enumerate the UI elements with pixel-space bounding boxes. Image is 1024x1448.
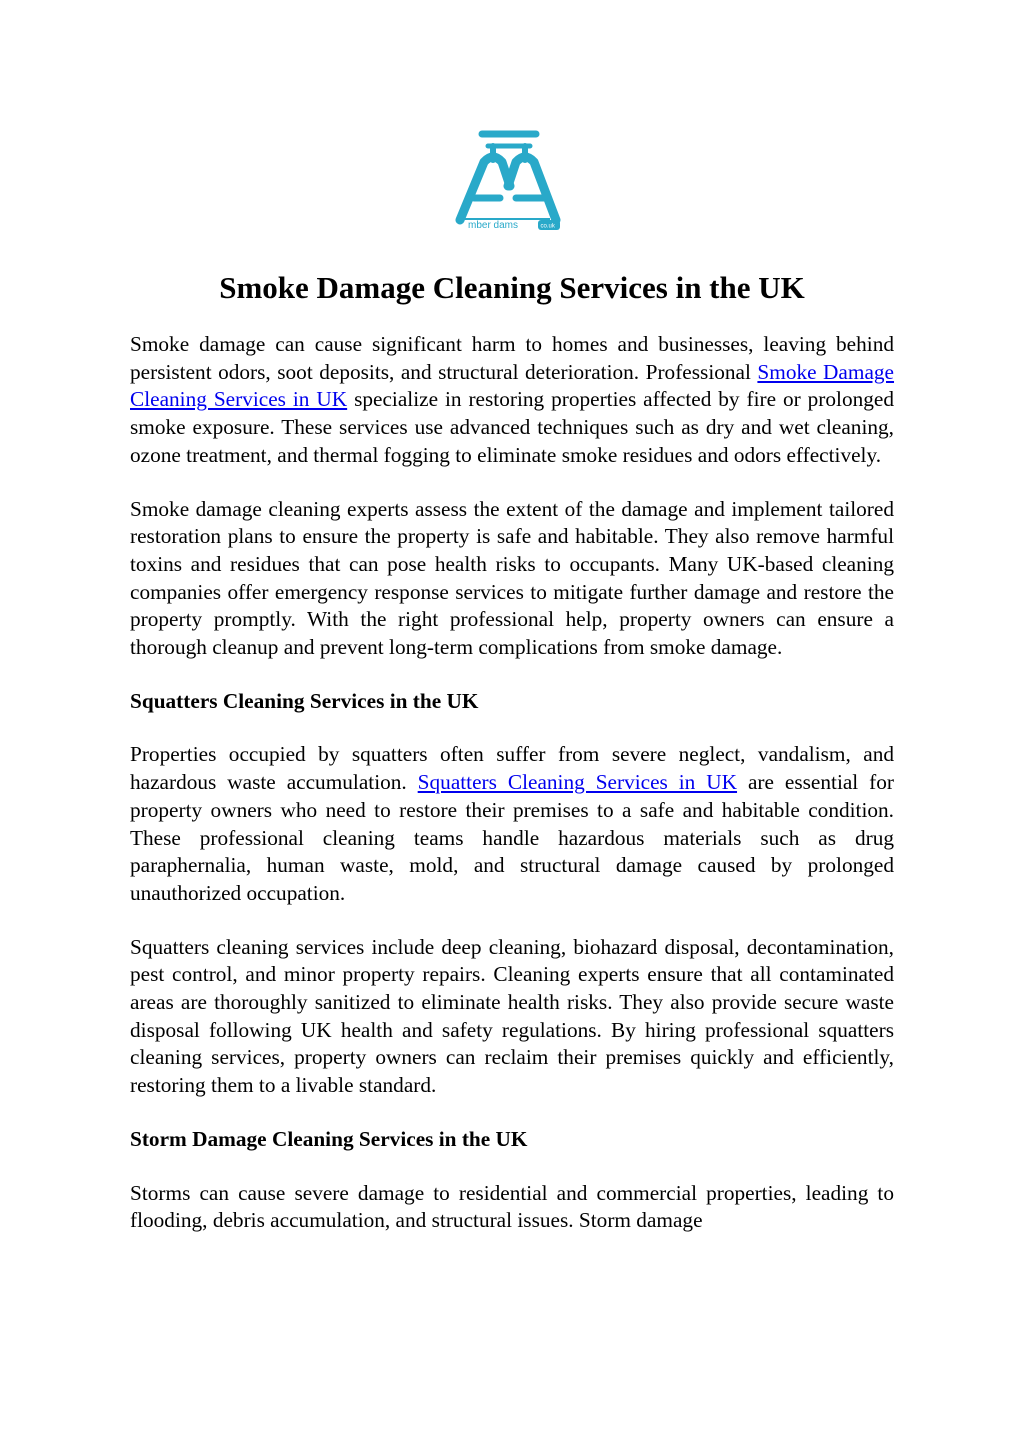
logo-badge: co.uk <box>540 223 555 230</box>
paragraph-smoke-experts: Smoke damage cleaning experts assess the extent of the damage and implement tailored restoration plans to ensure the property is safe and habitable. They also remove harmful toxins and residues that can pose health risks to occupants. Many UK-based cleaning companies offer emergency response services to mitigate further damage and restore the property promptly. With the right professional help, property owners can ensure a thorough cleanup and prevent long-term complications from smoke damage. <box>130 496 894 660</box>
text-segment: are essential for property owners who need to restore their premises to a safe and habitable condition. These professional cleaning teams handle hazardous materials such as drug paraphernalia, human waste, mold, and structural damage caused by prolonged unauthorized occupation. <box>130 770 894 905</box>
paragraph-storm-intro: Storms can cause severe damage to residential and commercial properties, leading to flooding, debris accumulation, and structural issues. Storm damage <box>130 1180 894 1233</box>
text-segment: Properties occupied by squatters often suffer from severe neglect, vandalism, and hazardous waste accumulation. <box>130 742 894 795</box>
heading-squatters: Squatters Cleaning Services in the UK <box>130 688 479 713</box>
text-segment: Smoke damage can cause significant harm to homes and businesses, leaving behind persistent odors, soot deposits, and structural deterioration. Professional <box>130 332 894 384</box>
text-segment: specialize in restoring properties affected by fire or prolonged smoke exposure. These services use advanced techniques such as dry and wet cleaning, ozone treatment, and thermal fogging to eliminate smoke residues and odors effectively. <box>130 387 894 467</box>
article-body <box>130 331 894 1235</box>
squatters-cleaning-link[interactable]: Squatters Cleaning Services in UK <box>417 770 738 795</box>
paragraph-squatters-services: Squatters cleaning services include deep cleaning, biohazard disposal, decontamination, pest control, and minor property repairs. Cleaning experts ensure that all contaminated areas are thoroughly sanitized to eliminate health risks. They also provide secure waste disposal following UK health and safety regulations. By hiring professional squatters cleaning services, property owners can reclaim their premises quickly and efficiently, restoring them to a livable standard. <box>130 934 894 1098</box>
logo-mark <box>452 128 564 232</box>
company-logo <box>452 128 564 232</box>
page-title: Smoke Damage Cleaning Services in the UK <box>219 270 805 305</box>
logo-text: mber dams <box>468 220 519 231</box>
paragraph-smoke-intro <box>130 331 894 470</box>
smoke-damage-link[interactable]: Smoke Damage Cleaning Services in UK <box>130 359 895 412</box>
heading-storm: Storm Damage Cleaning Services in the UK <box>130 1126 528 1151</box>
paragraph-squatters-intro <box>130 741 894 907</box>
